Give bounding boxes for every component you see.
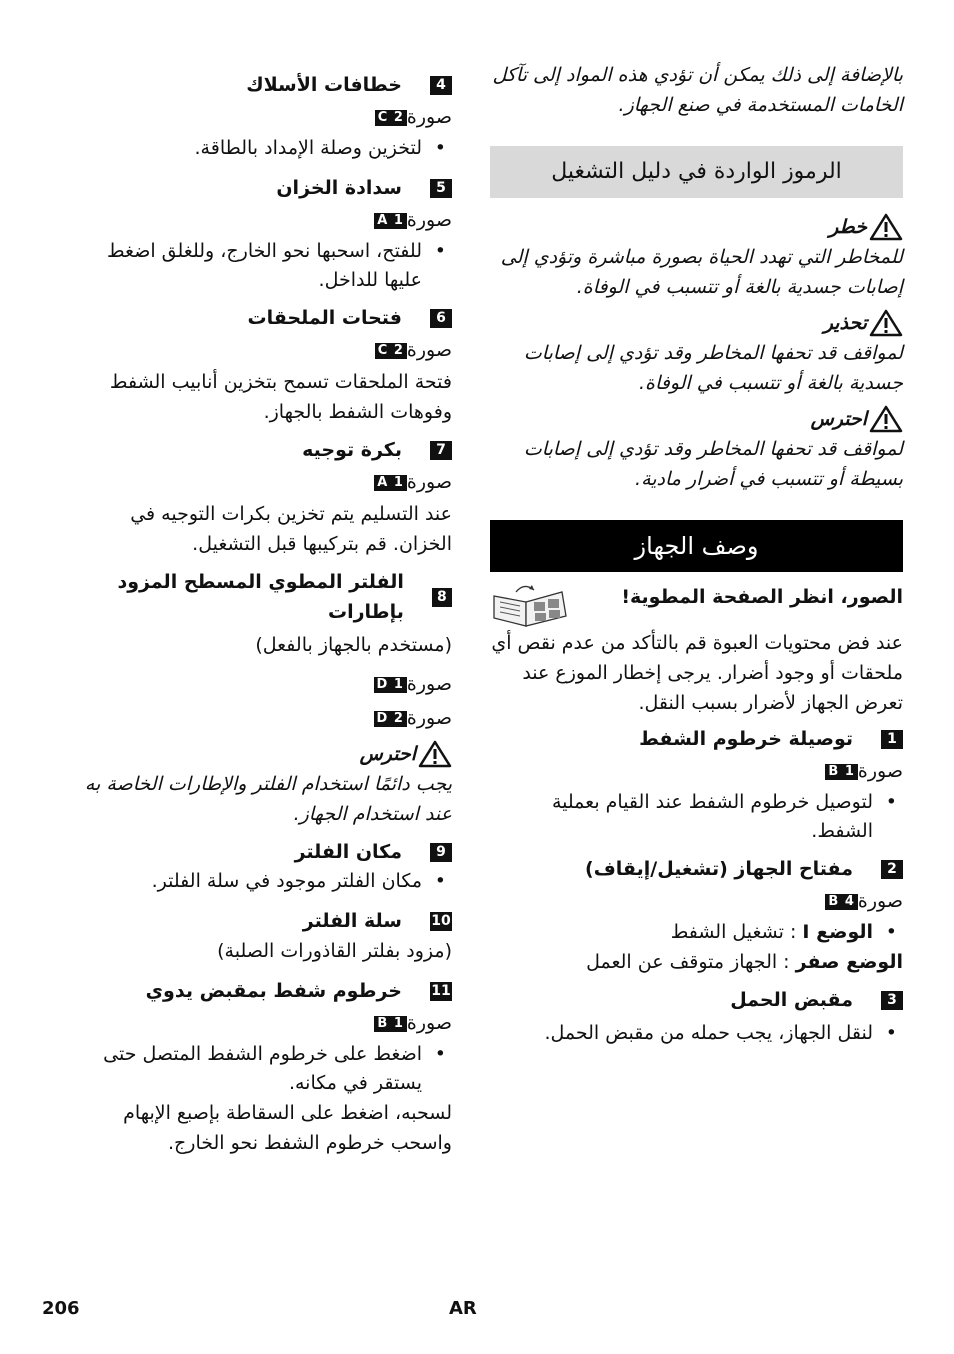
- item10-number: 10: [431, 912, 451, 929]
- left-column: [66, 70, 452, 1158]
- symbols-heading: الرموز الواردة في دليل التشغيل: [490, 146, 903, 198]
- item3-title-row: [490, 985, 903, 1015]
- item3-number: 3: [881, 991, 903, 1010]
- item8-figure-ref-b: [66, 701, 452, 735]
- item11-title-row: [66, 976, 452, 1006]
- warning-triangle-icon: [418, 740, 452, 768]
- item7-title: بكرة توجيه: [302, 439, 402, 461]
- pictures-label: الصور، انظر الصفحة المطوية!: [621, 586, 903, 608]
- item8-number: 8: [432, 588, 452, 607]
- item8-title-row: [66, 567, 452, 627]
- item2-figure-ref: [490, 884, 903, 918]
- item4-title-row: [66, 70, 452, 100]
- figure-code: B 4: [825, 894, 857, 910]
- warning-triangle-icon: [869, 405, 903, 433]
- item9-title: مكان الفلتر: [294, 841, 402, 863]
- page-number: 206: [42, 1298, 80, 1319]
- item9-bullet: • مكان الفلتر موجود في سلة الفلتر.: [66, 867, 452, 896]
- danger-label: خطر: [829, 216, 867, 238]
- item4-bullet: • لتخزين وصلة الإمداد بالطاقة.: [66, 134, 452, 163]
- item8-subtitle: (مستخدم بالجهاز بالفعل): [255, 634, 452, 656]
- warning-text: لمواقف قد تحفها المخاطر وقد تؤدي إلى إصابات جسدية بالغة أو تتسبب في الوفاة.: [523, 342, 903, 394]
- item6-title: فتحات الملحقات: [247, 307, 402, 329]
- figure-word: صورة: [406, 339, 452, 361]
- caution-label-row: [490, 404, 903, 434]
- position-on-text: : تشغيل الشفط: [670, 921, 803, 943]
- figure-code: D 2: [374, 711, 407, 727]
- device-heading: وصف الجهاز: [490, 520, 903, 572]
- item1-number: 1: [881, 730, 903, 749]
- item8-figure-ref-a: [66, 667, 452, 701]
- item2-position-off: [490, 947, 903, 977]
- caution-label: احترس: [359, 743, 416, 765]
- danger-label-row: [490, 212, 903, 242]
- figure-word: صورة: [406, 106, 452, 128]
- item7-figure-ref: [66, 465, 452, 499]
- item8-title: الفلتر المطوي المسطح المزود بإطارات: [117, 571, 404, 623]
- figure-word: صورة: [406, 471, 452, 493]
- item6-text: فتحة الملحقات تسمح بتخزين أنابيب الشفط وفوهات الشفط بالجهاز.: [109, 371, 452, 423]
- language-code: AR: [449, 1298, 477, 1319]
- item4-title: خطافات الأسلاك: [246, 74, 402, 96]
- item1-title: توصيلة خرطوم الشفط: [639, 728, 853, 750]
- figure-word: صورة: [406, 673, 452, 695]
- item5-figure-ref: [66, 203, 452, 237]
- item3-bullet: • لنقل الجهاز، يجب حمله من مقبض الحمل.: [490, 1019, 903, 1048]
- item2-title-row: [490, 854, 903, 884]
- item8-caution-text: يجب دائمًا استخدام الفلتر والإطارات الخاصة به عند استخدام الجهاز.: [84, 773, 452, 825]
- item5-title-row: [66, 173, 452, 203]
- figure-code: D 1: [374, 677, 407, 693]
- item4-figure-ref: [66, 100, 452, 134]
- danger-text: للمخاطر التي تهدد الحياة بصورة مباشرة وتؤدي إلى إصابات جسدية بالغة أو تتسبب في الوفاة.: [500, 246, 903, 298]
- item2-number: 2: [881, 860, 903, 879]
- position-on-label: الوضع I: [802, 921, 873, 943]
- figure-code: C 2: [375, 343, 407, 359]
- item5-number: 5: [430, 179, 452, 198]
- figure-word: صورة: [406, 1012, 452, 1034]
- figure-word: صورة: [406, 707, 452, 729]
- figure-code: A 1: [374, 475, 407, 491]
- item8-caution-row: [66, 739, 452, 769]
- item7-text: عند التسليم يتم تخزين بكرات التوجيه في الخزان. قم بتركيبها قبل التشغيل.: [130, 503, 452, 555]
- item1-bullet: • لتوصيل خرطوم الشفط عند القيام بعملية الشفط.: [490, 788, 903, 846]
- item1-title-row: [490, 724, 903, 754]
- open-book-icon: [490, 582, 570, 628]
- item11-title: خرطوم شفط بمقبض يدوي: [145, 980, 402, 1002]
- item11-bullet: • اضغط على خرطوم الشفط المتصل حتى يستقر في مكانه.: [66, 1040, 452, 1098]
- item6-number: 6: [430, 309, 452, 328]
- item1-figure-ref: [490, 754, 903, 788]
- item10-title: سلة الفلتر: [302, 910, 402, 932]
- figure-word: صورة: [857, 760, 903, 782]
- item4-number: 4: [430, 76, 452, 95]
- item5-bullet: • للفتح، اسحبها نحو الخارج، وللغلق اضغط عليها للداخل.: [66, 237, 452, 295]
- item6-title-row: [66, 303, 452, 333]
- caution-text: لمواقف قد تحفها المخاطر وقد تؤدي إلى إصابات بسيطة أو تتسبب في أضرار مادية.: [523, 438, 903, 490]
- pictures-row: [490, 582, 903, 628]
- item11-figure-ref: [66, 1006, 452, 1040]
- right-column: [490, 60, 903, 1048]
- item2-title: مفتاح الجهاز (تشغيل/إيقاف): [585, 858, 853, 880]
- item7-number: 7: [430, 441, 452, 460]
- item6-figure-ref: [66, 333, 452, 367]
- warning-triangle-icon: [869, 213, 903, 241]
- item11-text: لسحبه، اضغط على السقاطة بإصبع الإبهام واسحب خرطوم الشفط نحو الخارج.: [123, 1102, 452, 1154]
- item11-number: 11: [431, 982, 451, 999]
- caution-label: احترس: [810, 408, 867, 430]
- figure-code: B 1: [825, 764, 857, 780]
- intro-paragraph: بالإضافة إلى ذلك يمكن أن تؤدي هذه المواد إلى تآكل الخامات المستخدمة في صنع الجهاز.: [492, 64, 903, 116]
- figure-code: C 2: [375, 110, 407, 126]
- warning-label-row: [490, 308, 903, 338]
- item9-number: 9: [430, 843, 452, 862]
- item10-title-row: [66, 906, 452, 936]
- item9-title-row: [66, 837, 452, 867]
- item5-title: سدادة الخزان: [276, 177, 402, 199]
- position-off-text: : الجهاز متوقف عن العمل: [586, 951, 796, 973]
- item7-title-row: [66, 435, 452, 465]
- pictures-text: عند فض محتويات العبوة قم بالتأكد من عدم نقص أي ملحقات أو وجود أضرار. يرجى إخطار الموزع عند تعرض الجهاز لأضرار بسبب النقل.: [491, 632, 903, 714]
- figure-code: B 1: [374, 1016, 406, 1032]
- position-off-label: الوضع صفر: [795, 951, 903, 973]
- item10-subtitle: (مزود بفلتر القاذورات الصلبة): [217, 940, 452, 962]
- item2-position-on: [490, 918, 903, 947]
- figure-code: A 1: [374, 213, 407, 229]
- figure-word: صورة: [857, 890, 903, 912]
- item3-title: مقبض الحمل: [730, 989, 853, 1011]
- figure-word: صورة: [406, 209, 452, 231]
- warning-triangle-icon: [869, 309, 903, 337]
- warning-label: تحذير: [823, 312, 867, 334]
